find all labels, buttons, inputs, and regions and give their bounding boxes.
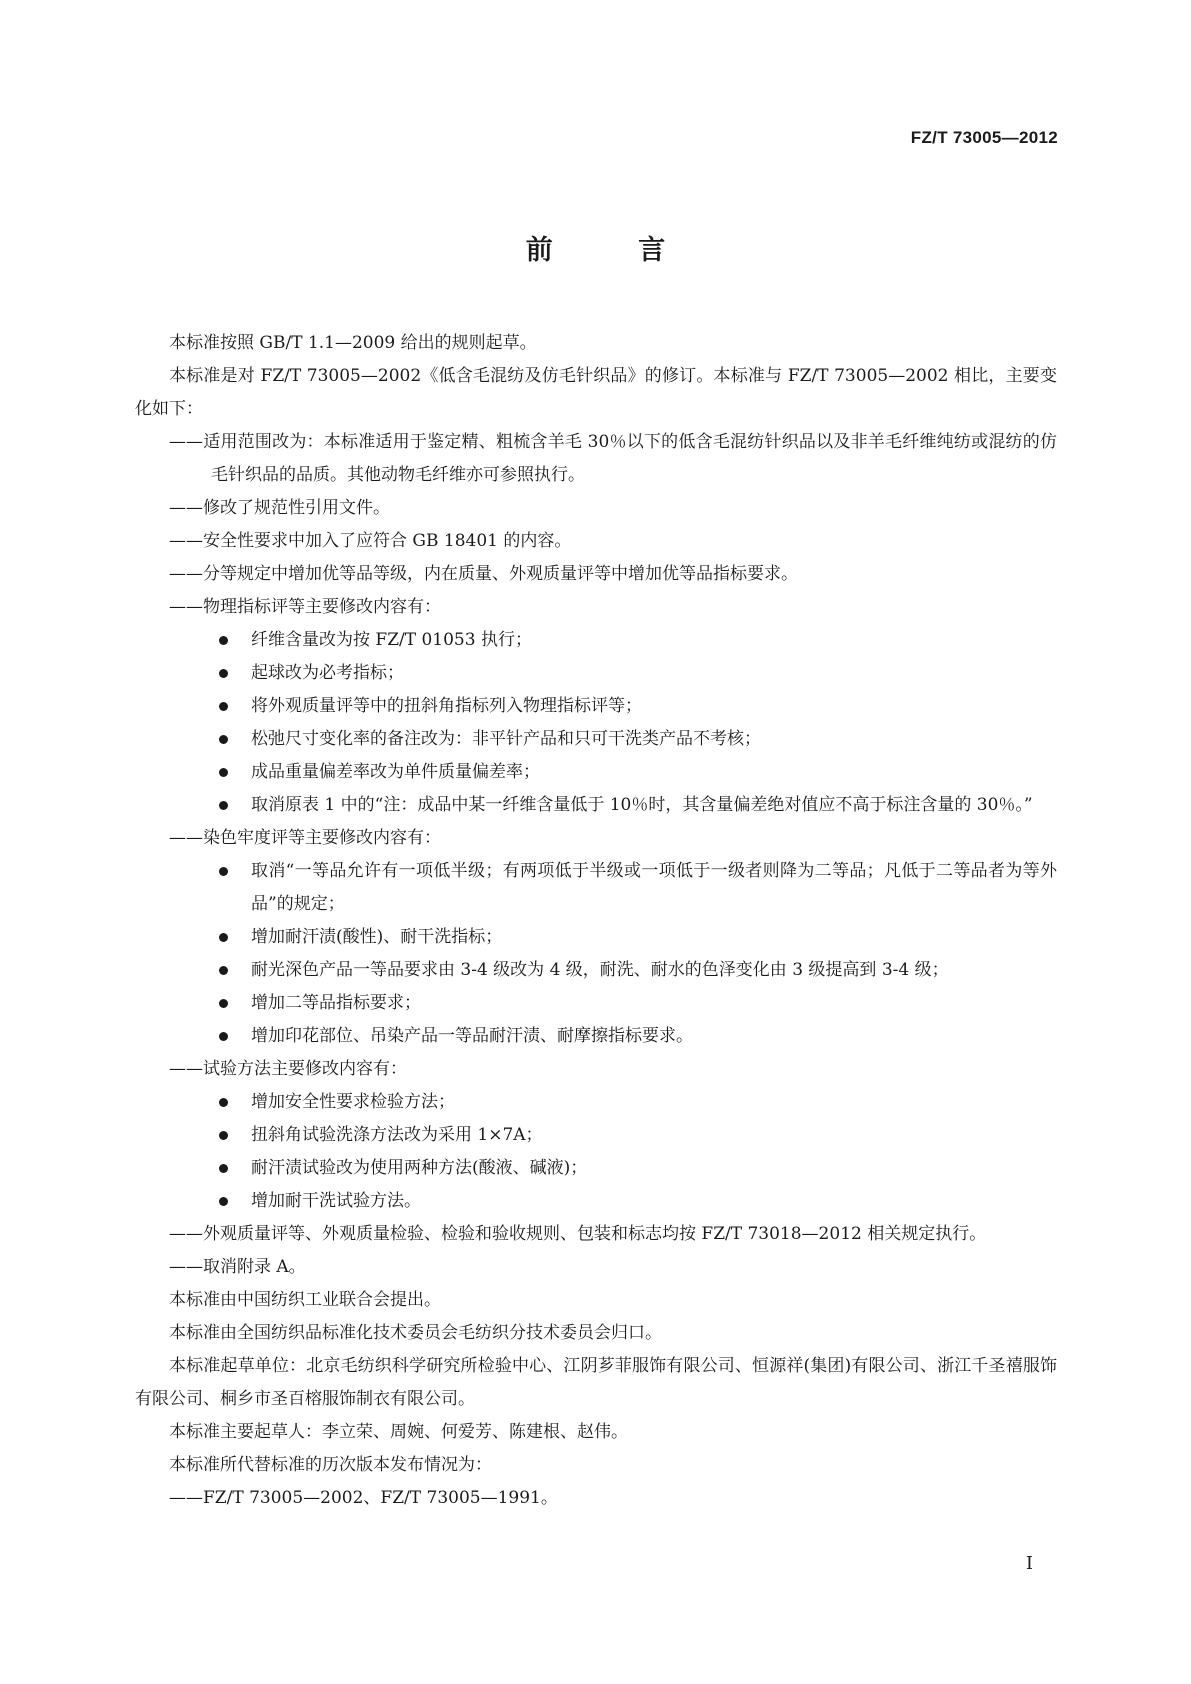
bullet-text: 耐光深色产品一等品要求由 3-4 级改为 4 级，耐洗、耐水的色泽变化由 3 级提高到 3-4 级； xyxy=(251,960,949,980)
bullet-item xyxy=(135,1185,1057,1218)
change-item: ——安全性要求中加入了应符合 GB 18401 的内容。 xyxy=(169,531,572,551)
paragraph: 本标准由全国纺织品标准化技术委员会毛纺织分技术委员会归口。 xyxy=(169,1323,662,1343)
bullet-item xyxy=(135,624,1057,657)
bullet-text: 增加印花部位、吊染产品一等品耐汗渍、耐摩擦指标要求。 xyxy=(251,1026,693,1046)
bullet-text: 将外观质量评等中的扭斜角指标列入物理指标评等； xyxy=(251,696,642,716)
change-item: ——取消附录 A。 xyxy=(169,1257,306,1277)
bullet-text: 纤维含量改为按 FZ/T 01053 执行； xyxy=(251,630,532,650)
bullet-dot-icon xyxy=(219,966,228,975)
bullet-item xyxy=(135,1119,1057,1152)
standard-code: FZ/T 73005—2012 xyxy=(910,128,1058,147)
bullet-item xyxy=(135,855,1057,921)
bullet-dot-icon xyxy=(219,636,228,645)
change-item: ——适用范围改为：本标准适用于鉴定精、粗梳含羊毛 30％以下的低含毛混纺针织品以及非羊毛纤维纯纺或混纺的仿毛针织品的品质。其他动物毛纤维亦可参照执行。 xyxy=(169,432,1057,485)
bullet-item xyxy=(135,987,1057,1020)
change-item: ——物理指标评等主要修改内容有： xyxy=(169,597,441,617)
bullet-item xyxy=(135,723,1057,756)
bullet-item xyxy=(135,1152,1057,1185)
page-title: 前 言 xyxy=(525,235,704,266)
bullet-dot-icon xyxy=(219,1197,228,1206)
paragraph: 本标准由中国纺织工业联合会提出。 xyxy=(169,1290,441,1310)
bullet-item xyxy=(135,756,1057,789)
bullet-dot-icon xyxy=(219,1164,228,1173)
bullet-dot-icon xyxy=(219,867,228,876)
change-item: ——分等规定中增加优等品等级，内在质量、外观质量评等中增加优等品指标要求。 xyxy=(169,564,798,584)
bullet-item xyxy=(135,690,1057,723)
paragraph: 本标准是对 FZ/T 73005—2002《低含毛混纺及仿毛针织品》的修订。本标准与 FZ/T 73005—2002 相比，主要变化如下： xyxy=(135,366,1057,419)
change-item: ——FZ/T 73005—2002、FZ/T 73005—1991。 xyxy=(169,1488,558,1508)
change-item: ——外观质量评等、外观质量检验、检验和验收规则、包装和标志均按 FZ/T 73018—2012 相关规定执行。 xyxy=(169,1224,987,1244)
bullet-dot-icon xyxy=(219,669,228,678)
change-item: ——试验方法主要修改内容有： xyxy=(169,1059,407,1079)
bullet-dot-icon xyxy=(219,933,228,942)
bullet-text: 成品重量偏差率改为单件质量偏差率； xyxy=(251,762,540,782)
paragraph: 本标准所代替标准的历次版本发布情况为： xyxy=(169,1455,492,1475)
page-number: I xyxy=(1025,1553,1033,1574)
bullet-text: 增加耐干洗试验方法。 xyxy=(251,1191,421,1211)
bullet-item xyxy=(135,657,1057,690)
paragraph: 本标准起草单位：北京毛纺织科学研究所检验中心、江阴芗菲服饰有限公司、恒源祥(集团)有限公司、浙江千圣禧服饰有限公司、桐乡市圣百榕服饰制衣有限公司。 xyxy=(135,1356,1057,1409)
bullet-dot-icon xyxy=(219,735,228,744)
change-item: ——染色牢度评等主要修改内容有： xyxy=(169,828,441,848)
bullet-dot-icon xyxy=(219,1098,228,1107)
bullet-dot-icon xyxy=(219,1032,228,1041)
bullet-text: 松弛尺寸变化率的备注改为：非平针产品和只可干洗类产品不考核； xyxy=(251,729,761,749)
bullet-dot-icon xyxy=(219,768,228,777)
bullet-dot-icon xyxy=(219,801,228,810)
bullet-text: 起球改为必考指标； xyxy=(251,663,404,683)
bullet-dot-icon xyxy=(219,702,228,711)
bullet-item xyxy=(135,1086,1057,1119)
bullet-text: 增加二等品指标要求； xyxy=(251,993,421,1013)
bullet-text: 取消原表 1 中的“注：成品中某一纤维含量低于 10％时，其含量偏差绝对值应不高于标注含量的 30％。” xyxy=(251,795,1033,815)
bullet-text: 耐汗渍试验改为使用两种方法(酸液、碱液)； xyxy=(251,1158,588,1178)
bullet-item xyxy=(135,1020,1057,1053)
bullet-text: 扭斜角试验洗涤方法改为采用 1×7A； xyxy=(251,1125,543,1145)
bullet-item xyxy=(135,921,1057,954)
bullet-item xyxy=(135,954,1057,987)
bullet-text: 增加安全性要求检验方法； xyxy=(251,1092,455,1112)
bullet-item xyxy=(135,789,1057,822)
bullet-dot-icon xyxy=(219,999,228,1008)
bullet-dot-icon xyxy=(219,1131,228,1140)
bullet-text: 取消“一等品允许有一项低半级；有两项低于半级或一项低于一级者则降为二等品；凡低于二等品者为等外品”的规定； xyxy=(251,861,1057,914)
bullet-text: 增加耐汗渍(酸性)、耐干洗指标； xyxy=(251,927,503,947)
paragraph: 本标准按照 GB/T 1.1—2009 给出的规则起草。 xyxy=(169,333,537,353)
foreword-body xyxy=(135,327,1057,1515)
paragraph: 本标准主要起草人：李立荣、周婉、何爱芳、陈建根、赵伟。 xyxy=(169,1422,628,1442)
change-item: ——修改了规范性引用文件。 xyxy=(169,498,390,518)
